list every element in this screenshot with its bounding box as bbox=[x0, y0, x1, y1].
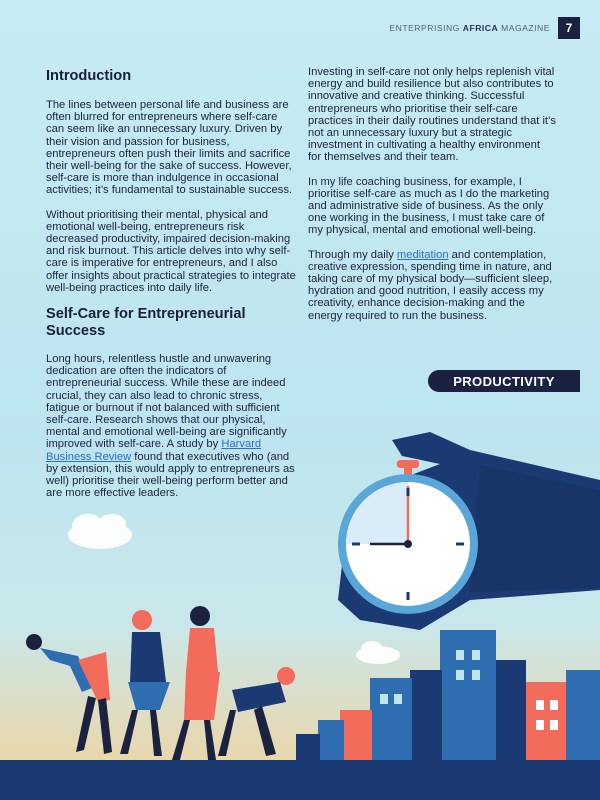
harvard-business-review-link[interactable]: Harvard Business Review bbox=[46, 438, 262, 463]
page-number: 7 bbox=[558, 17, 580, 39]
intro-paragraph-2: Without prioritising their mental, physical and emotional well-being, entrepreneurs risk decreased productivity, impaired decision-making and risk burnout. This article delves into why self-care is imperative for entrepreneurs, and I also offer insights about practical strategies to integrate well-being practices into daily life. bbox=[46, 208, 296, 294]
meditation-link[interactable]: meditation bbox=[396, 248, 449, 261]
intro-heading: Introduction bbox=[46, 68, 132, 84]
selfcare-heading: Self-Care for Entrepreneurial Success bbox=[46, 306, 246, 340]
selfcare-paragraph: Long hours, relentless hustle and unwavering dedication are often the indicators of entrepreneurial success. While these are indeed crucial, they can also lead to chronic stress, fatigue or burnout if not balanced with sufficient self-care. Research shows that our physical, mental and emotional well-being are significantly improved with self-care. A study by Harvard Business Review found that executives who (and by extension, this would apply to entrepreneurs as well) prioritise their well-being perform better and are more effective leaders. bbox=[46, 353, 295, 500]
city-skyline bbox=[296, 630, 600, 760]
cloud-left bbox=[68, 514, 132, 549]
cloud-right bbox=[356, 641, 400, 664]
magazine-name: ENTERPRISING AFRICA MAGAZINE bbox=[389, 23, 550, 33]
intro-paragraph-1: The lines between personal life and business are often blurred for entrepreneurs where self-care can seem like an unnecessary luxury. Driven by their vision and passion for business, entrepreneurs often push their limits and sacrifice their well-being for the sake of success. However, self-care is more than indulgence in occasional activities; it’s fundamental to sustainable success. bbox=[46, 99, 293, 197]
ground bbox=[0, 760, 600, 800]
runner-crouching-1 bbox=[26, 634, 112, 754]
section-badge: PRODUCTIVITY bbox=[428, 370, 580, 392]
runner-crouching-4 bbox=[218, 667, 295, 756]
right-paragraph-3: Through my daily meditation and contemplation, creative expression, spending time in nature, and taking care of my physical body—sufficient sleep, hydration and good nutrition, I easily access my creativity, enhance decision-making and the energy required to run the business. bbox=[308, 248, 553, 322]
runner-2 bbox=[120, 610, 170, 756]
runner-3 bbox=[172, 606, 220, 760]
productivity-illustration bbox=[0, 420, 600, 800]
right-column bbox=[308, 66, 556, 334]
right-paragraph-1: Investing in self-care not only helps replenish vital energy and build resilience but also contributes to innovative and creative thinking. Successful entrepreneurs who prioritise their self-care practices in their daily routines understand that it’s not an unnecessary luxury but a strategic investment in cultivating a healthy environment for themselves and their team. bbox=[308, 66, 556, 164]
right-paragraph-2: In my life coaching business, for example, I prioritise self-care as much as I do the marketing and administrative side of business. As the only one working in the business, I must take care of my physical, mental and emotional well-being. bbox=[308, 175, 550, 237]
page-header bbox=[389, 18, 580, 38]
